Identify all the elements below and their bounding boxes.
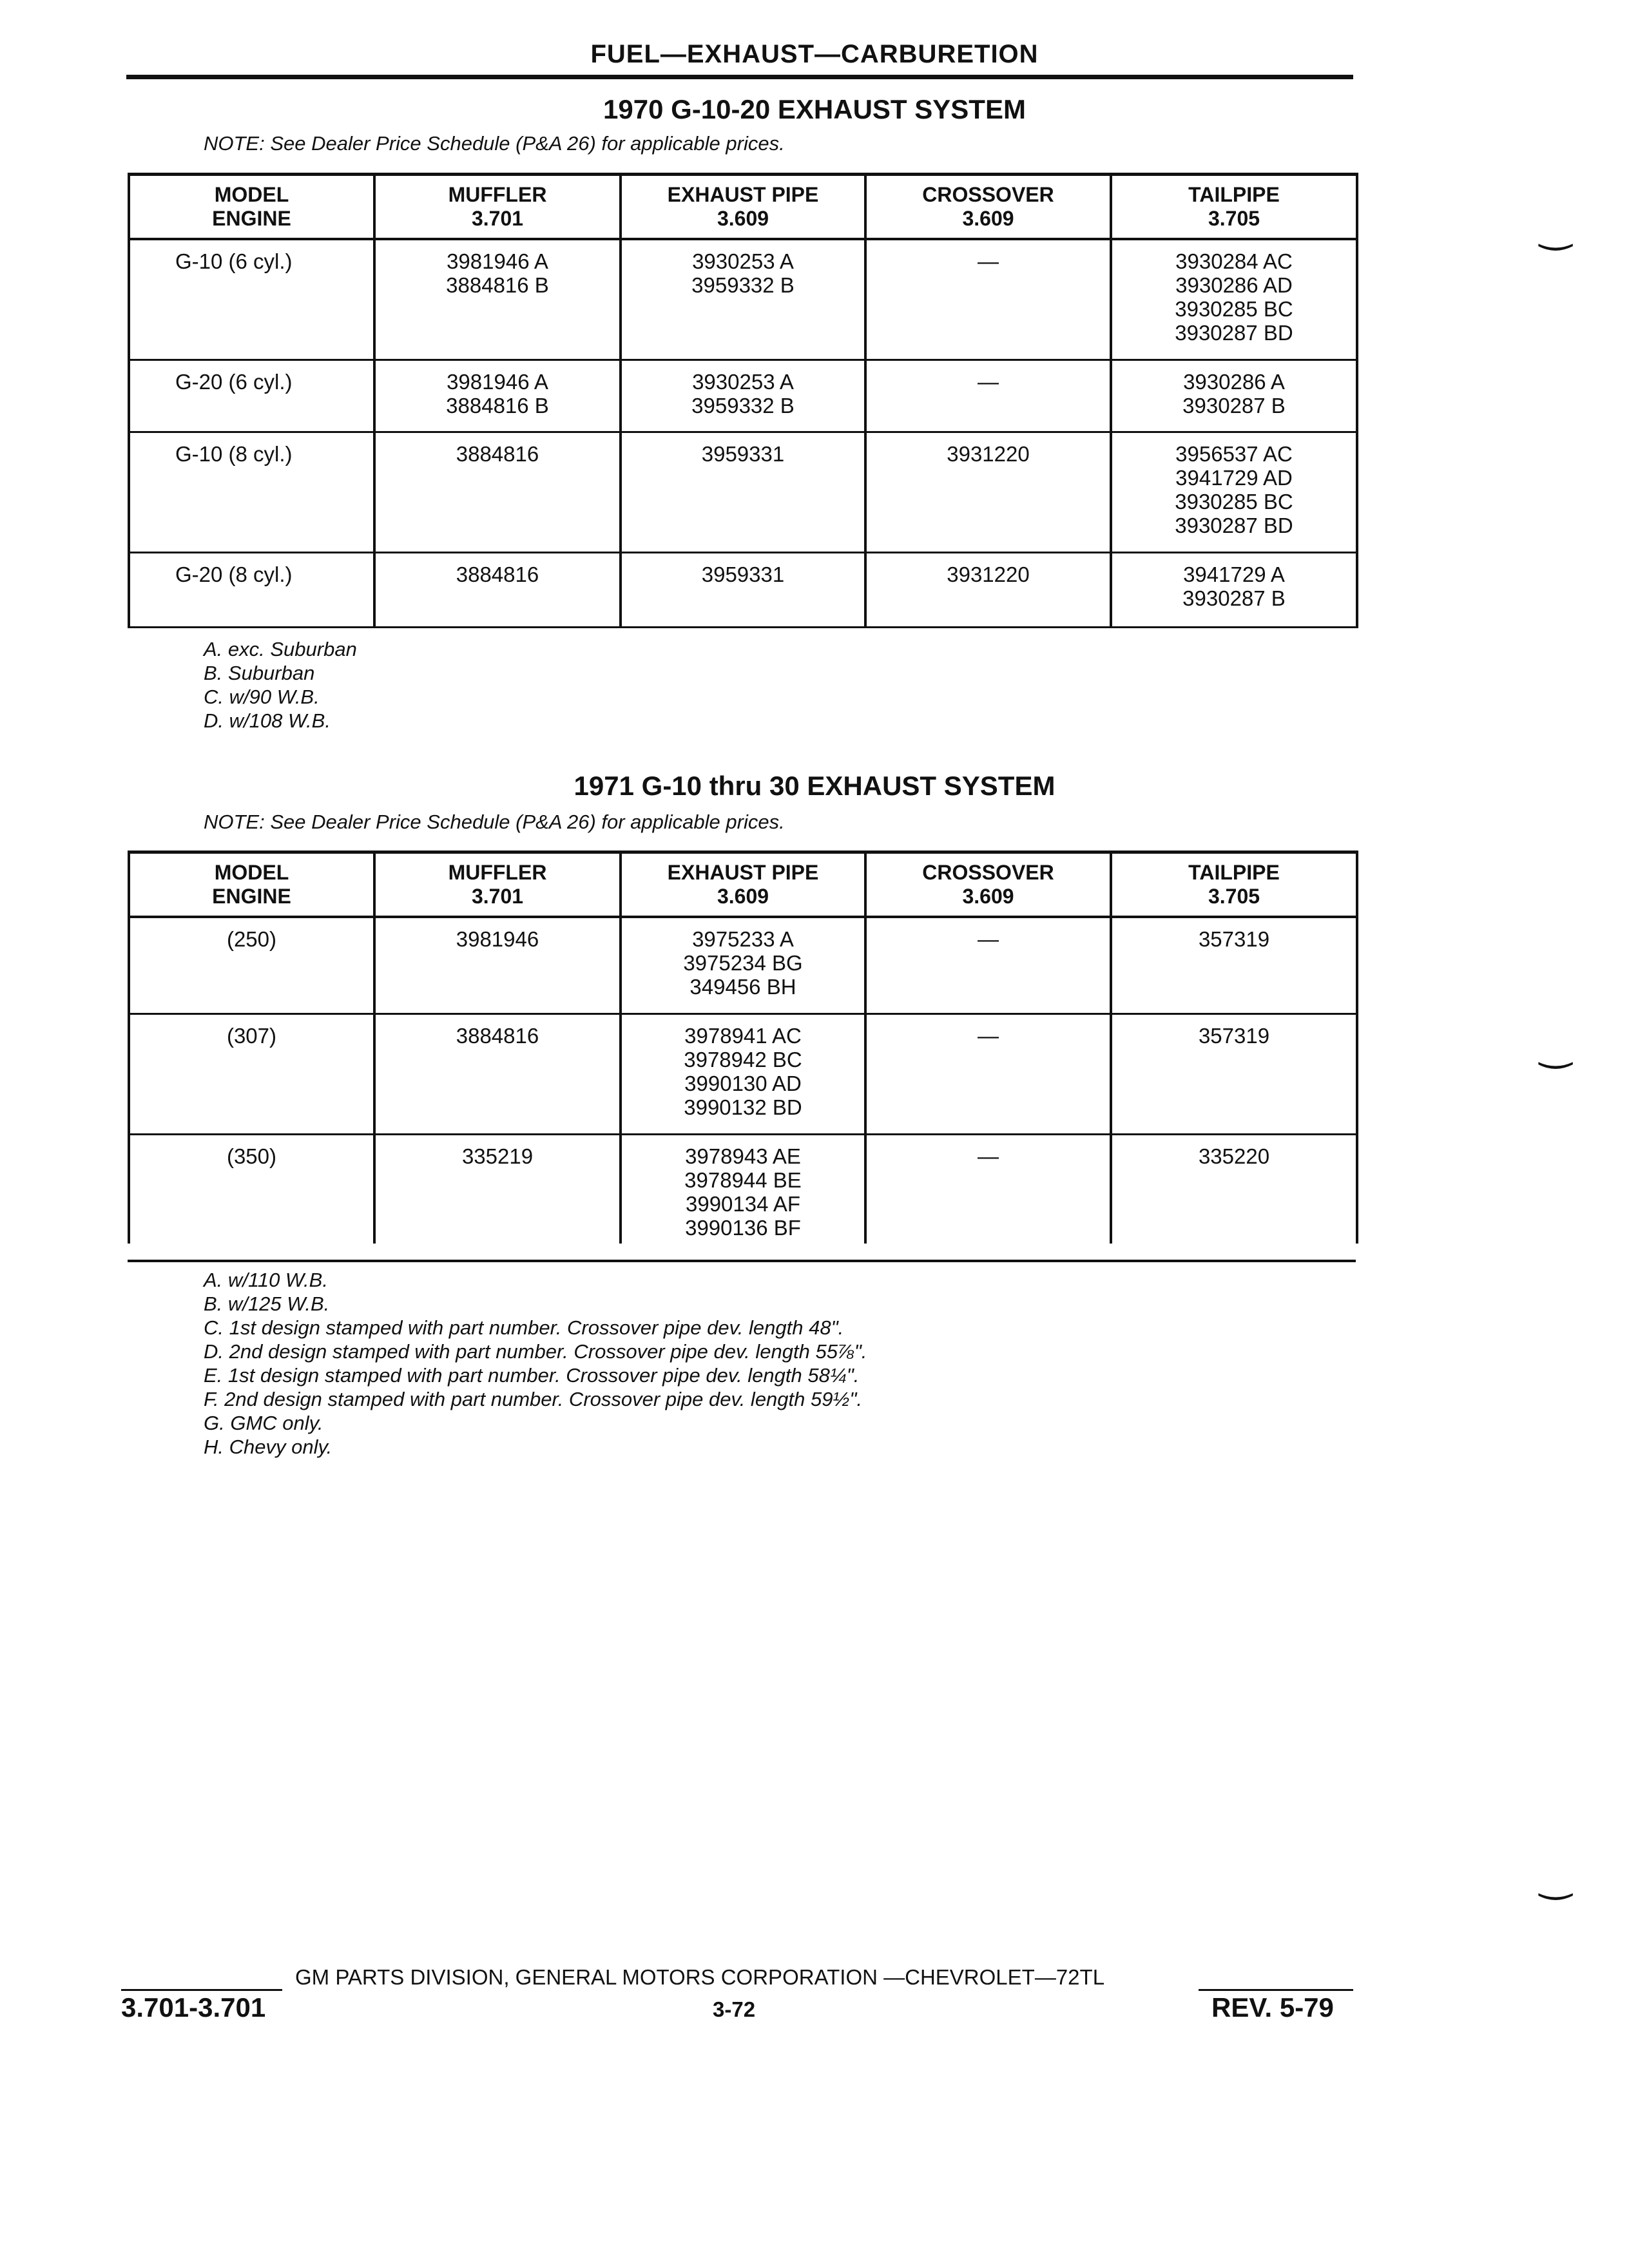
crossover-part-number: — bbox=[978, 249, 999, 273]
column-header bbox=[865, 852, 1111, 918]
exhaust-part-number: 3959332 B bbox=[691, 273, 795, 297]
table-row bbox=[129, 432, 1357, 552]
tailpipe-cell bbox=[1111, 1014, 1357, 1134]
column-header-label: 3.609 bbox=[717, 885, 769, 908]
column-header-label: ENGINE bbox=[212, 885, 291, 908]
binder-mark-icon: ‿ bbox=[1540, 1025, 1572, 1068]
tailpipe-cell bbox=[1111, 552, 1357, 627]
crossover-cell bbox=[865, 1014, 1111, 1134]
model-engine-cell: G-20 (6 cyl.) bbox=[129, 360, 374, 432]
model-engine-cell: (350) bbox=[129, 1134, 374, 1244]
exhaust-part-number: 3930253 A bbox=[692, 249, 794, 273]
muffler-part-number: 3981946 A bbox=[447, 369, 548, 394]
t2-table bbox=[128, 850, 1358, 1244]
exhaust-cell bbox=[621, 917, 865, 1014]
column-header bbox=[374, 175, 621, 240]
muffler-part-number: 3884816 B bbox=[446, 393, 549, 418]
exhaust-part-number: 3990136 BF bbox=[685, 1215, 801, 1240]
column-header-label: 3.609 bbox=[717, 207, 769, 230]
binder-mark-icon: ‿ bbox=[1540, 1856, 1572, 1899]
column-header-label: MODEL bbox=[214, 861, 289, 884]
muffler-cell bbox=[374, 917, 621, 1014]
t1-title: 1970 G-10-20 EXHAUST SYSTEM bbox=[603, 94, 1026, 124]
section-header: FUEL—EXHAUST—CARBURETION bbox=[590, 40, 1039, 68]
tailpipe-part-number: 3956537 AC bbox=[1175, 441, 1293, 466]
footnote: C. w/90 W.B. bbox=[204, 686, 320, 708]
footnote: D. w/108 W.B. bbox=[204, 709, 331, 732]
tailpipe-part-number: 3930284 AC bbox=[1175, 249, 1293, 273]
column-header-label: CROSSOVER bbox=[922, 861, 1054, 884]
header-rule bbox=[126, 75, 1353, 79]
column-header-label: TAILPIPE bbox=[1188, 183, 1280, 206]
tailpipe-part-number: 3930287 B bbox=[1182, 393, 1286, 418]
crossover-part-number: — bbox=[978, 1144, 999, 1168]
table-row bbox=[129, 239, 1357, 360]
muffler-cell bbox=[374, 1014, 621, 1134]
t2-note: NOTE: See Dealer Price Schedule (P&A 26) for applicable prices. bbox=[204, 811, 785, 833]
footer-page-number: 3-72 bbox=[713, 1997, 756, 2021]
table-row bbox=[129, 1134, 1357, 1244]
crossover-cell bbox=[865, 432, 1111, 552]
binder-mark-icon: ‿ bbox=[1540, 207, 1572, 250]
exhaust-part-number: 3978944 BE bbox=[684, 1168, 802, 1192]
t2-body bbox=[129, 917, 1357, 1244]
column-header-label: MUFFLER bbox=[448, 861, 547, 884]
exhaust-part-number: 3978943 AE bbox=[685, 1144, 801, 1168]
crossover-cell bbox=[865, 1134, 1111, 1244]
exhaust-cell bbox=[621, 1134, 865, 1244]
column-header bbox=[865, 175, 1111, 240]
exhaust-cell bbox=[621, 1014, 865, 1134]
muffler-part-number: 3884816 bbox=[456, 562, 539, 586]
exhaust-cell bbox=[621, 432, 865, 552]
table-row bbox=[129, 360, 1357, 432]
column-header-label: EXHAUST PIPE bbox=[667, 861, 819, 884]
crossover-cell bbox=[865, 239, 1111, 360]
column-header bbox=[374, 852, 621, 918]
exhaust-part-number: 3990134 AF bbox=[686, 1191, 800, 1216]
tailpipe-part-number: 3941729 AD bbox=[1175, 465, 1293, 490]
tailpipe-cell bbox=[1111, 432, 1357, 552]
tailpipe-part-number: 3930287 BD bbox=[1175, 513, 1293, 537]
column-header-label: 3.701 bbox=[471, 207, 524, 230]
t2-header-row bbox=[129, 852, 1357, 918]
exhaust-part-number: 3959332 B bbox=[691, 393, 795, 418]
exhaust-part-number: 3975233 A bbox=[692, 927, 794, 951]
muffler-part-number: 3884816 bbox=[456, 441, 539, 466]
exhaust-part-number: 349456 BH bbox=[689, 975, 796, 999]
column-header bbox=[621, 175, 865, 240]
exhaust-part-number: 3990132 BD bbox=[684, 1095, 802, 1119]
model-engine-cell: (250) bbox=[129, 917, 374, 1014]
footer-rule-left bbox=[121, 1989, 282, 1991]
t1-header bbox=[129, 175, 1357, 240]
tailpipe-part-number: 3941729 A bbox=[1183, 562, 1285, 586]
t2-footnotes bbox=[204, 1268, 867, 1459]
crossover-cell bbox=[865, 360, 1111, 432]
muffler-cell bbox=[374, 1134, 621, 1244]
exhaust-cell bbox=[621, 239, 865, 360]
footer-rule-right bbox=[1199, 1989, 1353, 1991]
column-header-label: 3.705 bbox=[1208, 885, 1260, 908]
footnote: F. 2nd design stamped with part number. Crossover pipe dev. length 59½". bbox=[204, 1388, 862, 1410]
t1-footnotes bbox=[204, 637, 357, 733]
footer-division: GM PARTS DIVISION, GENERAL MOTORS CORPORATION —CHEVROLET—72TL bbox=[295, 1965, 1105, 1989]
column-header-label: 3.705 bbox=[1208, 207, 1260, 230]
footnote: A. w/110 W.B. bbox=[204, 1269, 328, 1291]
crossover-part-number: — bbox=[978, 927, 999, 951]
exhaust-cell bbox=[621, 360, 865, 432]
crossover-cell bbox=[865, 917, 1111, 1014]
tailpipe-part-number: 3930285 BC bbox=[1175, 489, 1293, 514]
muffler-cell bbox=[374, 432, 621, 552]
footnote: E. 1st design stamped with part number. Crossover pipe dev. length 58¼". bbox=[204, 1364, 860, 1387]
crossover-cell bbox=[865, 552, 1111, 627]
column-header-label: 3.609 bbox=[962, 207, 1014, 230]
footnote: G. GMC only. bbox=[204, 1412, 323, 1434]
column-header-label: 3.609 bbox=[962, 885, 1014, 908]
tailpipe-part-number: 3930286 A bbox=[1183, 369, 1285, 394]
footnote: D. 2nd design stamped with part number. Crossover pipe dev. length 55⅞". bbox=[204, 1340, 867, 1363]
t1-header-row bbox=[129, 175, 1357, 240]
footer-left-code: 3.701-3.701 bbox=[121, 1992, 266, 2023]
exhaust-part-number: 3959331 bbox=[701, 441, 785, 466]
exhaust-part-number: 3978941 AC bbox=[684, 1023, 802, 1048]
crossover-part-number: 3931220 bbox=[947, 441, 1030, 466]
exhaust-part-number: 3990130 AD bbox=[684, 1071, 802, 1095]
column-header-label: 3.701 bbox=[471, 885, 524, 908]
footnote: A. exc. Suburban bbox=[204, 638, 357, 660]
tailpipe-part-number: 3930285 BC bbox=[1175, 297, 1293, 321]
column-header-label: MODEL bbox=[214, 183, 289, 206]
footnote: B. w/125 W.B. bbox=[204, 1293, 330, 1315]
table-row bbox=[129, 917, 1357, 1014]
model-engine-cell: G-10 (8 cyl.) bbox=[129, 432, 374, 552]
tailpipe-cell bbox=[1111, 360, 1357, 432]
model-engine-cell: G-20 (8 cyl.) bbox=[129, 552, 374, 627]
footer-revision: REV. 5-79 bbox=[1211, 1992, 1334, 2023]
tailpipe-cell bbox=[1111, 239, 1357, 360]
column-header-label: MUFFLER bbox=[448, 183, 547, 206]
exhaust-cell bbox=[621, 552, 865, 627]
model-engine-cell: (307) bbox=[129, 1014, 374, 1134]
tailpipe-part-number: 357319 bbox=[1198, 927, 1270, 951]
muffler-cell bbox=[374, 552, 621, 627]
column-header bbox=[129, 175, 374, 240]
crossover-part-number: — bbox=[978, 369, 999, 394]
tailpipe-cell bbox=[1111, 917, 1357, 1014]
muffler-cell bbox=[374, 360, 621, 432]
footnote: C. 1st design stamped with part number. Crossover pipe dev. length 48". bbox=[204, 1316, 844, 1339]
t2-bottom-rule bbox=[128, 1260, 1356, 1262]
crossover-part-number: — bbox=[978, 1023, 999, 1048]
exhaust-part-number: 3975234 BG bbox=[683, 951, 803, 975]
crossover-part-number: 3931220 bbox=[947, 562, 1030, 586]
tailpipe-part-number: 357319 bbox=[1198, 1023, 1270, 1048]
muffler-part-number: 335219 bbox=[461, 1144, 534, 1168]
column-header bbox=[1111, 175, 1357, 240]
muffler-part-number: 3884816 B bbox=[446, 273, 549, 297]
column-header-label: TAILPIPE bbox=[1188, 861, 1280, 884]
model-engine-cell: G-10 (6 cyl.) bbox=[129, 239, 374, 360]
tailpipe-part-number: 335220 bbox=[1198, 1144, 1270, 1168]
column-header bbox=[621, 852, 865, 918]
footnote: B. Suburban bbox=[204, 662, 315, 684]
t2-title: 1971 G-10 thru 30 EXHAUST SYSTEM bbox=[574, 771, 1055, 801]
exhaust-part-number: 3930253 A bbox=[692, 369, 794, 394]
tailpipe-part-number: 3930287 B bbox=[1182, 586, 1286, 610]
exhaust-part-number: 3978942 BC bbox=[684, 1047, 802, 1072]
table-row bbox=[129, 1014, 1357, 1134]
tailpipe-cell bbox=[1111, 1134, 1357, 1244]
column-header bbox=[1111, 852, 1357, 918]
t1-table bbox=[128, 173, 1358, 628]
column-header-label: ENGINE bbox=[212, 207, 291, 230]
tailpipe-part-number: 3930286 AD bbox=[1175, 273, 1293, 297]
column-header-label: EXHAUST PIPE bbox=[667, 183, 819, 206]
tailpipe-part-number: 3930287 BD bbox=[1175, 321, 1293, 345]
muffler-cell bbox=[374, 239, 621, 360]
t2-header bbox=[129, 852, 1357, 918]
exhaust-part-number: 3959331 bbox=[701, 562, 785, 586]
muffler-part-number: 3884816 bbox=[456, 1023, 539, 1048]
column-header bbox=[129, 852, 374, 918]
table-row bbox=[129, 552, 1357, 627]
footnote: H. Chevy only. bbox=[204, 1436, 333, 1458]
muffler-part-number: 3981946 A bbox=[447, 249, 548, 273]
t1-note: NOTE: See Dealer Price Schedule (P&A 26) for applicable prices. bbox=[204, 132, 785, 155]
t1-body bbox=[129, 239, 1357, 627]
column-header-label: CROSSOVER bbox=[922, 183, 1054, 206]
muffler-part-number: 3981946 bbox=[456, 927, 539, 951]
